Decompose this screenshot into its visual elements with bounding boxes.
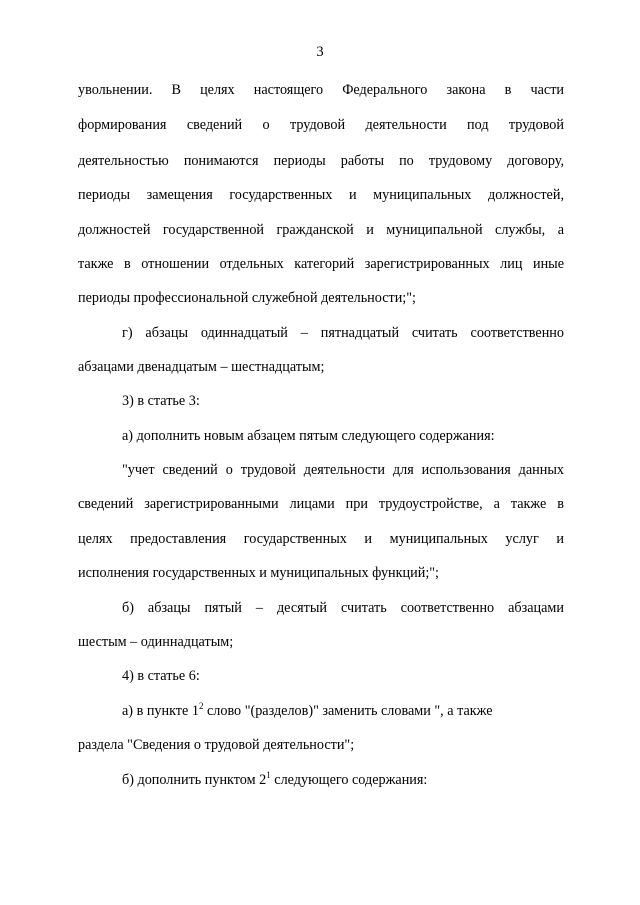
page-number: 3 xyxy=(316,44,324,60)
text-fragment: а) в пункте 1 xyxy=(122,703,199,719)
text-line: исполнения государственных и муниципальных функций;"; xyxy=(78,565,439,581)
text-fragment: б) дополнить пунктом 2 xyxy=(122,772,267,788)
text-line: целях предоставления государственных и муниципальных услуг и xyxy=(78,531,564,547)
text-line: б) абзацы пятый – десятый считать соответственно абзацами xyxy=(122,600,564,616)
text-line: формирования сведений о трудовой деятельности под трудовой xyxy=(78,117,564,133)
text-line: а) дополнить новым абзацем пятым следующего содержания: xyxy=(122,428,495,444)
text-line: 3) в статье 3: xyxy=(122,393,200,409)
text-fragment: следующего содержания: xyxy=(270,772,428,788)
text-line: деятельностью понимаются периоды работы по трудовому договору, xyxy=(78,153,564,169)
text-line: периоды замещения государственных и муниципальных должностей, xyxy=(78,187,564,203)
text-line: должностей государственной гражданской и муниципальной службы, а xyxy=(78,222,564,238)
superscript: 1 xyxy=(266,770,271,780)
text-line xyxy=(122,770,564,790)
superscript: 2 xyxy=(198,701,204,711)
text-line: также в отношении отдельных категорий зарегистрированных лиц иные xyxy=(78,256,564,272)
text-line: периоды профессиональной служебной деятельности;"; xyxy=(78,290,416,306)
text-line: шестым – одиннадцатым; xyxy=(78,634,234,650)
text-line: абзацами двенадцатым – шестнадцатым; xyxy=(78,359,325,375)
text-line: сведений зарегистрированными лицами при трудоустройстве, а также в xyxy=(78,496,564,512)
text-line: г) абзацы одиннадцатый – пятнадцатый считать соответственно xyxy=(122,325,564,341)
text-line: "учет сведений о трудовой деятельности для использования данных xyxy=(122,462,564,478)
text-line xyxy=(122,701,564,721)
text-fragment: слово "(разделов)" заменить словами ", а также xyxy=(203,703,493,719)
text-line: 4) в статье 6: xyxy=(122,668,200,684)
text-line: раздела "Сведения о трудовой деятельности"; xyxy=(78,737,355,753)
text-line: увольнении. В целях настоящего Федерального закона в части xyxy=(78,82,564,98)
